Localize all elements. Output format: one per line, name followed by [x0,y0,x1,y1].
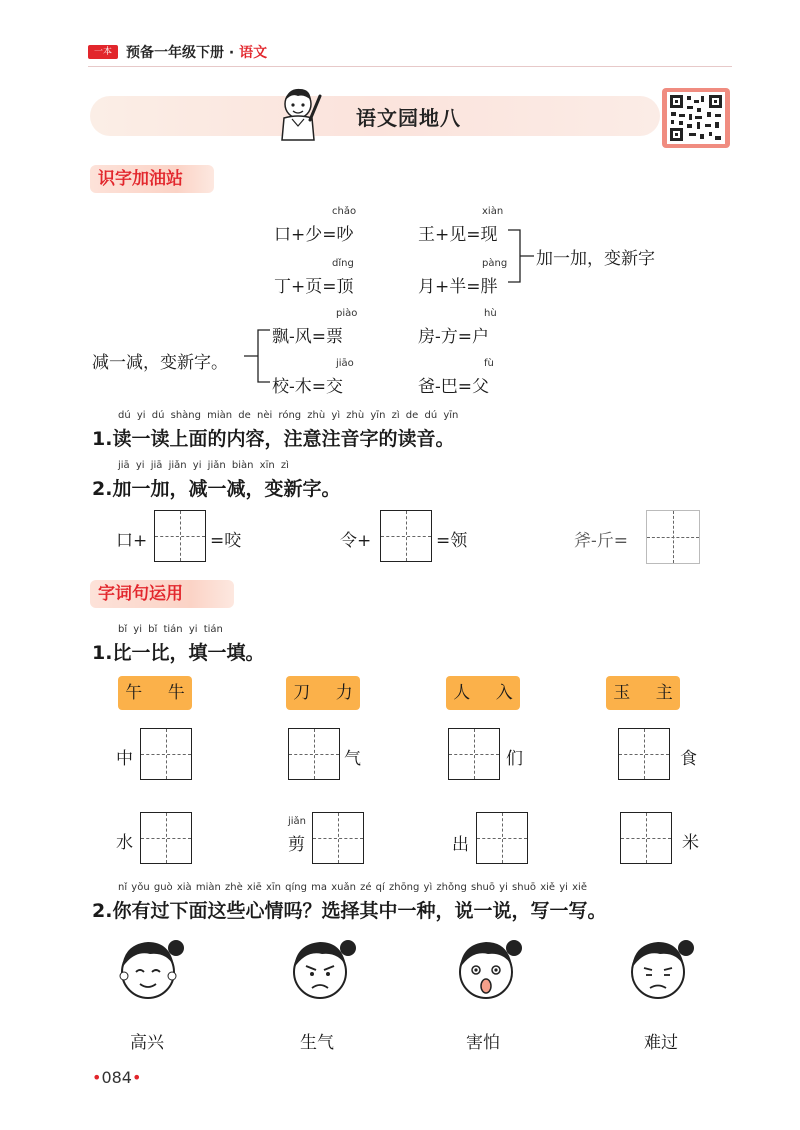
answer-box-3[interactable] [646,510,700,564]
face-label-angry: 生气 [300,1033,334,1053]
pinyin-xian: xiàn [482,206,504,217]
exercise-1-suffix: =咬 [210,531,242,551]
equation-jiao: 校-木=交 [272,377,343,397]
left-bracket [240,326,272,386]
s2-q1-pinyin: bǐ yi bǐ tián yi tián [118,624,223,635]
face-label-happy: 高兴 [130,1033,164,1053]
char-shui: 水 [116,833,133,853]
s2-q2-pinyin: nǐ yǒu guò xià miàn zhè xiē xīn qíng ma xuǎn zé qí zhōng yì zhǒng shuō yi shuō xiě yi xiě [118,882,587,893]
pinyin-jian: jiǎn [288,816,307,827]
face-label-scared: 害怕 [466,1033,500,1053]
fill-box-4a[interactable] [618,728,670,780]
pair-tag-4: 玉 主 [606,676,680,710]
section-head-shizi: 识字加油站 [90,165,214,193]
char-mi: 米 [682,833,699,853]
happy-face-icon [110,930,190,1004]
answer-box-1[interactable] [154,510,206,562]
publisher-logo: 一本 [88,45,118,59]
right-bracket [506,226,536,286]
fill-box-2b[interactable] [312,812,364,864]
pinyin-jiao: jiāo [336,358,354,369]
book-title-text: 预备一年级下册 · [126,45,240,61]
pinyin-chao: chǎo [332,206,357,217]
book-title [126,42,267,62]
exercise-1-prefix: 口+ [116,531,148,551]
fill-box-3b[interactable] [476,812,528,864]
equation-ding: 丁+页=顶 [274,277,354,297]
header-divider [88,66,732,67]
char-men: 们 [506,749,523,769]
angry-face-icon [282,930,362,1004]
sad-face-icon [620,930,700,1004]
pinyin-fu: fù [484,358,494,369]
char-qi: 气 [344,749,361,769]
boy-illustration [274,84,328,142]
face-label-sad: 难过 [644,1033,678,1053]
equation-fu: 爸-巴=父 [418,377,489,397]
s2-q2-text: 2.你有过下面这些心情吗？选择其中一种，说一说，写一写。 [92,900,607,922]
equation-xian: 王+见=现 [418,225,498,245]
q2-text: 2.加一加，减一减，变新字。 [92,478,341,500]
qr-code-icon [667,92,725,144]
exercise-2-prefix: 令+ [340,531,372,551]
pair-tag-3: 人 入 [446,676,520,710]
page-number: •084• [92,1068,142,1087]
fill-box-2a[interactable] [288,728,340,780]
fill-box-3a[interactable] [448,728,500,780]
char-shi: 食 [680,749,697,769]
exercise-2-suffix: =领 [436,531,468,551]
fill-box-4b[interactable] [620,812,672,864]
equation-chao: 口+少=吵 [274,225,354,245]
pinyin-piao: piào [336,308,358,319]
q1-pinyin: dú yi dú shàng miàn de nèi róng zhù yì zhù yīn zì de dú yīn [118,410,459,421]
book-subject: 语文 [239,45,268,61]
page-title: 语文园地八 [356,106,461,130]
scared-face-icon [448,930,528,1004]
equation-hu: 房-方=户 [418,327,489,347]
exercise-3-prefix: 斧-斤= [574,531,628,551]
pair-tag-2: 刀 力 [286,676,360,710]
q2-pinyin: jiā yi jiā jiǎn yi jiǎn biàn xīn zì [118,460,289,471]
sub-label: 减一减，变新字。 [92,353,228,373]
pair-tag-1: 午 牛 [118,676,192,710]
equation-pang: 月+半=胖 [418,277,498,297]
char-chu: 出 [452,835,469,855]
equation-piao: 飘-风=票 [272,327,343,347]
page-number-text: 084 [101,1068,132,1087]
section-head-zici: 字词句运用 [90,580,234,608]
qr-code[interactable] [662,88,730,148]
q1-text: 1.读一读上面的内容，注意注音字的读音。 [92,428,455,450]
pinyin-hu: hù [484,308,497,319]
pinyin-pang: pàng [482,258,508,269]
s2-q1-text: 1.比一比，填一填。 [92,642,265,664]
answer-box-2[interactable] [380,510,432,562]
pinyin-ding: dǐng [332,258,354,269]
fill-box-1a[interactable] [140,728,192,780]
fill-box-1b[interactable] [140,812,192,864]
add-label: 加一加，变新字 [536,249,655,269]
char-jian: 剪 [288,835,305,855]
char-zhong: 中 [116,749,133,769]
